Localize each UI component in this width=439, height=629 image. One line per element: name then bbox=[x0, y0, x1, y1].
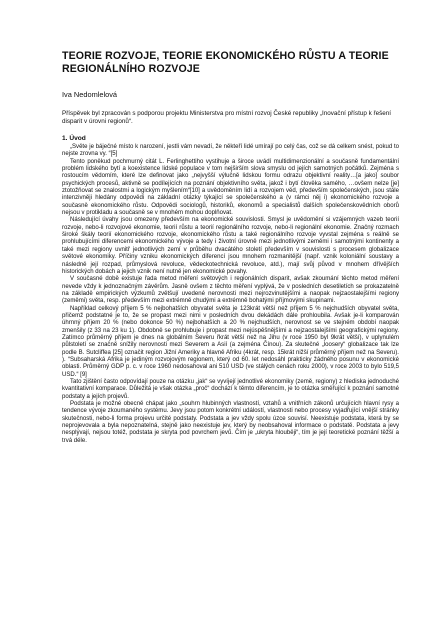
paragraph-quote: „Světe je báječné místo k narození, jestli vám nevadí, že někteří lidé umírají po celý čas, což se dá celkem snést, pokud to nejste zrovna vy. “[5] bbox=[62, 144, 399, 158]
author-name: Iva Nedomlelová bbox=[62, 90, 118, 99]
paragraph: Podstata je možné obecně chápat jako „souhrn hlubinných vlastností, vztahů a vnitřních zákonů určujících hlavní rysy a tendence vývoje zkoumaného systému. Jevy jsou potom konkrétní událostí, vlastnosti nebo procesy vyjadřující vnější stránky skutečnosti, nebo-li forma projevu určité podstaty. Podstata a jev vždy spolu úzce souvisí. Neexistuje podstata, která by se neprojevovala a byla nepoznatelná, stejně jako neexistuje jev, který by neobsahoval informace o podstatě. Podstata a jevy nesplývají, nejsou totéž, podstata je skryta pod povrchem jevů. Čím je „ukryta hlouběji“, tím je její teoretické poznání těžší a trvá déle. bbox=[62, 401, 399, 444]
paragraph: Tento poněkud pochmurný citát L. Ferlinghettiho vystihuje a široce uvádí multidimenzionální a současně fundamentální problém lidského bytí a koexistence lidské populace v tom nejširším slova smyslu od jejích samotných počátků. Zejména s rostoucím vědomím, které lze definovat jako „nejvyšší výlučně lidskou formu odrazu objektivní reality…[a jako] soubor psychických procesů, aktivně se podílejících na poznání objektivního světa, jakož i bytí člověka samého, …ovšem nelze [je] ztotožňovat se znalostmi a logickým myšlením“[10] a uvědoměním lidí a rozvojem věd, především společenských, jsou stále intenzivněji hledány odpovědi na základní otázky týkající se společenského a (v rámci něj i) ekonomického rozvoje a současně ekonomického růstu. Odpovědi sociologů, historiků, ekonomů a specialistů dalších společenskovědních oborů nejsou v protikladu a současně se v mnohém mohou doplňovat. bbox=[62, 158, 399, 217]
paragraph: Následující úvahy jsou omezeny především na ekonomické souvislosti. Smysl je uvědomění si vzájemných vazeb teorií rozvoje, nebo-li rozvojové ekonomie, teorií růstu a teorií regionálního rozvoje, nebo-li regionální ekonomie. Značný rozmach široké škály teorií ekonomického rozvoje, ekonomického růstu a také regionálního rozvoje vyvstal zejména s reálně se prohlubujícími diferencemi ekonomického vývoje a tedy i životní úrovně mezi jednotlivými zeměmi i samotnými kontinenty a také mezi regiony uvnitř jednotlivých zemí v průběhu dvacátého století především v souvislosti s procesem globalizace světové ekonomiky. Příčiny vzniku ekonomických diferencí jsou mnohem rozmanitější (např. vznik koloniální soustavy a následně její rozpad, průmyslová revoluce, vědeckotechnická revoluce, atd.), mají svůj původ v mnohem dřívějších historických dobách a jejich vznik není nutně jen ekonomické povahy. bbox=[62, 217, 399, 275]
support-note: Příspěvek byl zpracován s podporou projektu Ministerstva pro místní rozvoj České republiky „Inovační přístup k řešení disparit v úrovni regionů“. bbox=[62, 110, 391, 125]
paragraph: Tato zjištění často odpovídají pouze na otázku „jak“ se vyvíjejí jednotlivé ekonomiky (země, regiony) z hlediska jednoduché kvantitativní komparace. Důležitá je však otázka „proč“ dochází k těmto diferencím, je to otázka směřující k poznání samotné podstaty a jejích projevů. bbox=[62, 379, 399, 400]
paragraph: Například celkový příjem 5 % nejbohatších obyvatel světa je 123krát větší než příjem 5 % nejchudších obyvatel světa, přičemž podstatné je to, že se propast mezi nimi v posledních dvou dekádách dále prohloubila. Avšak je-li komparován úhrnný příjem 20 % (nebo dokonce 50 %) nejbohatších a 20 % nejchudších, nerovnost se ve stejném období naopak zmenšily (z 33 na 23 ku 1). Obdobně se prohlubuje i propast mezi nejúspěšnějšími a nejzaostalejšími geografickými regiony. Zatímco průměrný příjem je dnes na globálním Severu řkrát větší než na Jihu (v roce 1950 byl 9krát větší), v uplynulém půlstoletí se značně snížily nerovnosti mezi Severem a Asií (a zejména Čínou). Za skutečné „loosery“ globalizace tak lze podle B. Sutcliffea [25] označit region Jižní Ameriky a hlavně Afriku (4krát, resp. 15krát nižší průměrný příjem než na Severu). ). “Subsaharská Afrika je jediným rozvojovým regionem, který od 60. let nedosáhl prakticky žádného posunu v ekonomické oblasti. Průměrný GDP p. c. v roce 1960 nedosahoval ani 510 USD (ve stálých cenách roku 2000), v roce 2003 to bylo 519,5 USD.“ [9] bbox=[62, 305, 399, 378]
paragraph: V současné době existuje řada metod měření světových i regionálních disparit, avšak zkoumání těchto metod měření nevede vždy k jednoznačným závěrům. Jasně ovšem z těchto měření vyplývá, že v posledních desetiletích se prokazatelně na základě empirických výzkumů zvětšují uvedené nerovnosti mezi nejrozvinutějšími a naopak nejzaostalejšími regiony (zeměmi) světa, resp. především mezi extrémně chudými a extrémně bohatými příjmovými skupinami. bbox=[62, 276, 399, 305]
paper-title: TEORIE ROZVOJE, TEORIE EKONOMICKÉHO RŮSTU A TEORIE REGIONÁLNÍHO ROZVOJE bbox=[62, 50, 389, 75]
section-heading: 1. Úvod bbox=[62, 135, 86, 142]
